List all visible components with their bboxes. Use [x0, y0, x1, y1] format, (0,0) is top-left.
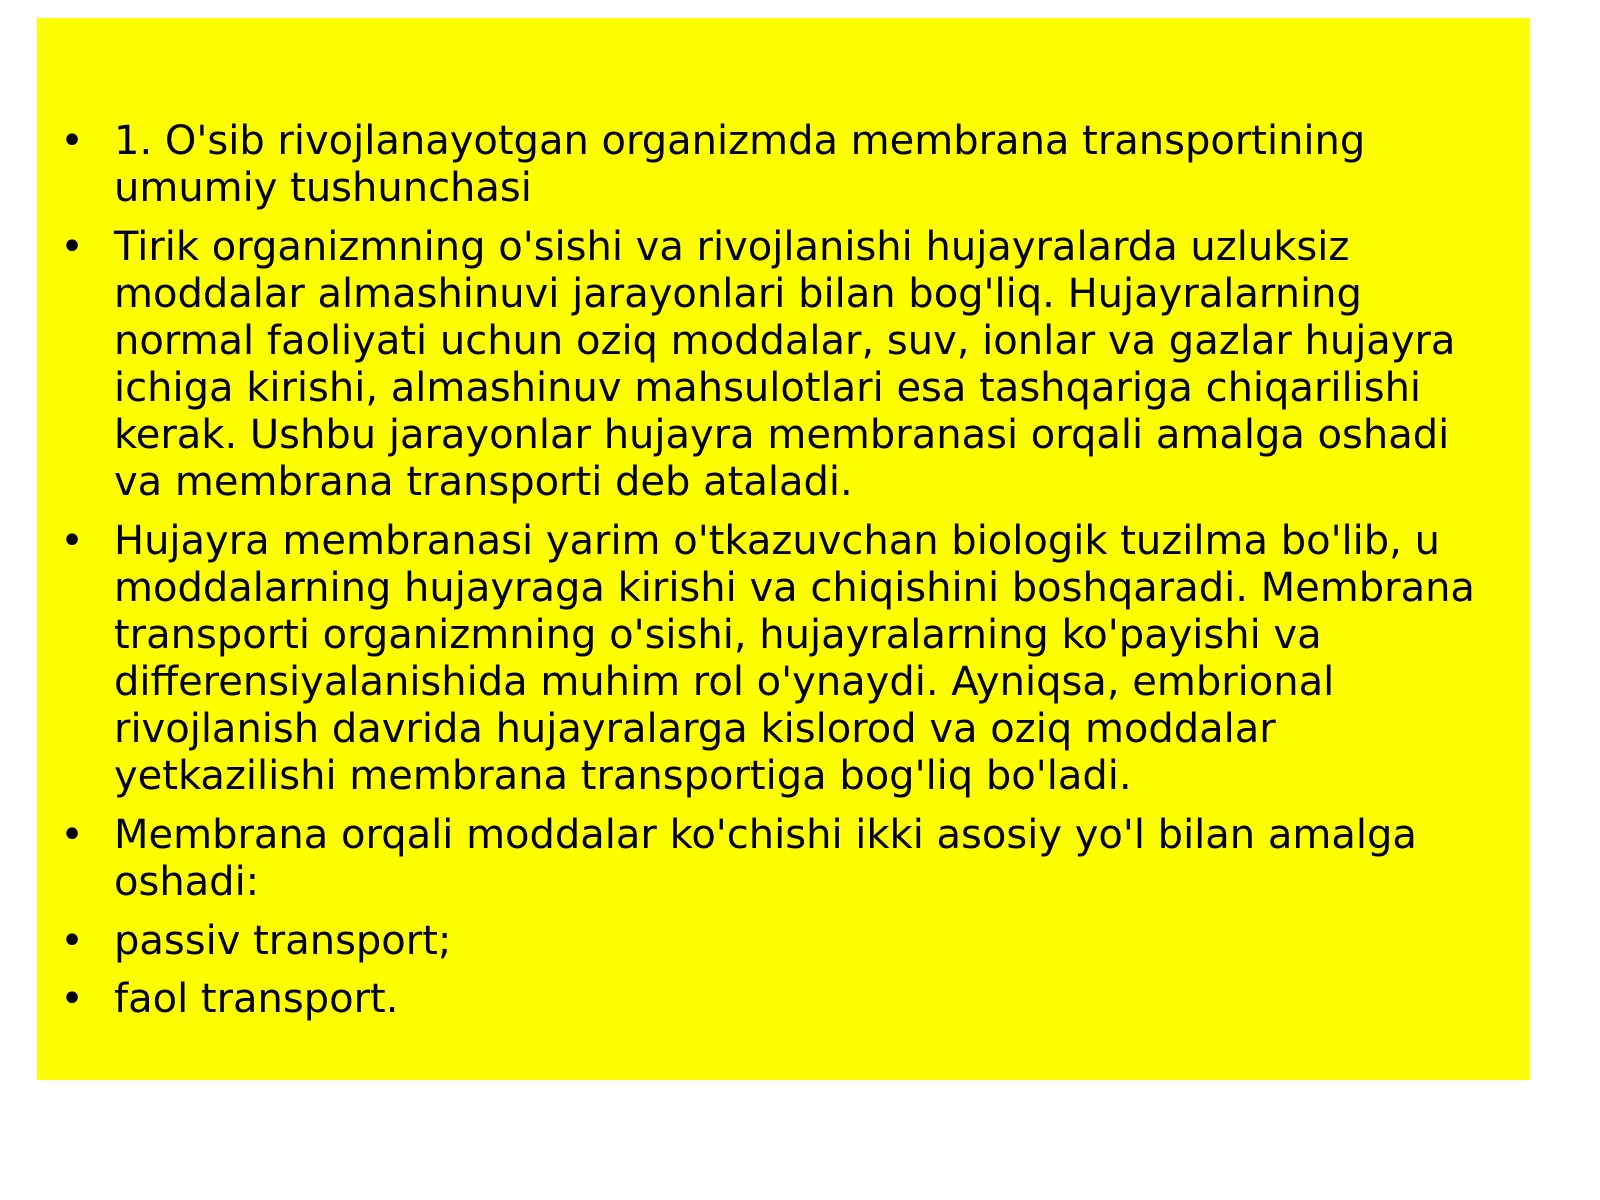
list-item — [37, 224, 1530, 506]
list-item-text: Membrana orqali moddalar ko'chishi ikki asosiy yo'l bilan amalga oshadi: — [114, 812, 1417, 905]
bullet-icon: • — [60, 518, 84, 564]
list-item — [37, 976, 1530, 1023]
bullet-list — [37, 118, 1530, 1034]
bullet-icon: • — [60, 976, 84, 1022]
list-item — [37, 518, 1530, 800]
list-item-text: passiv transport; — [114, 918, 452, 964]
bullet-icon: • — [60, 812, 84, 858]
bullet-icon: • — [60, 118, 84, 164]
list-item-text: faol transport. — [114, 976, 399, 1022]
list-item-text: Tirik organizmning o'sishi va rivojlanishi hujayralarda uzluksiz moddalar almashinuvi jarayonlari bilan bog'liq. Hujayralarning normal faoliyati uchun oziq moddalar, suv, ionlar va gazlar hujayra ichiga kirishi, almashinuv mahsulotlari esa tashqariga chiqarilishi kerak. Ushbu jarayonlar hujayra membranasi orqali amalga oshadi va membrana transporti deb ataladi. — [114, 224, 1456, 505]
bullet-icon: • — [60, 918, 84, 964]
slide-content-area — [37, 18, 1530, 1080]
bullet-icon: • — [60, 224, 84, 270]
list-item — [37, 918, 1530, 965]
list-item — [37, 118, 1530, 212]
list-item — [37, 812, 1530, 906]
list-item-text: Hujayra membranasi yarim o'tkazuvchan biologik tuzilma bo'lib, u moddalarning hujayraga kirishi va chiqishini boshqaradi. Membrana transporti organizmning o'sishi, hujayralarning ko'payishi va differensiyalanishida muhim rol o'ynaydi. Ayniqsa, embrional rivojlanish davrida hujayralarga kislorod va oziq moddalar yetkazilishi membrana transportiga bog'liq bo'ladi. — [114, 518, 1475, 799]
list-item-text: 1. O'sib rivojlanayotgan organizmda membrana transportining umumiy tushunchasi — [114, 118, 1366, 211]
